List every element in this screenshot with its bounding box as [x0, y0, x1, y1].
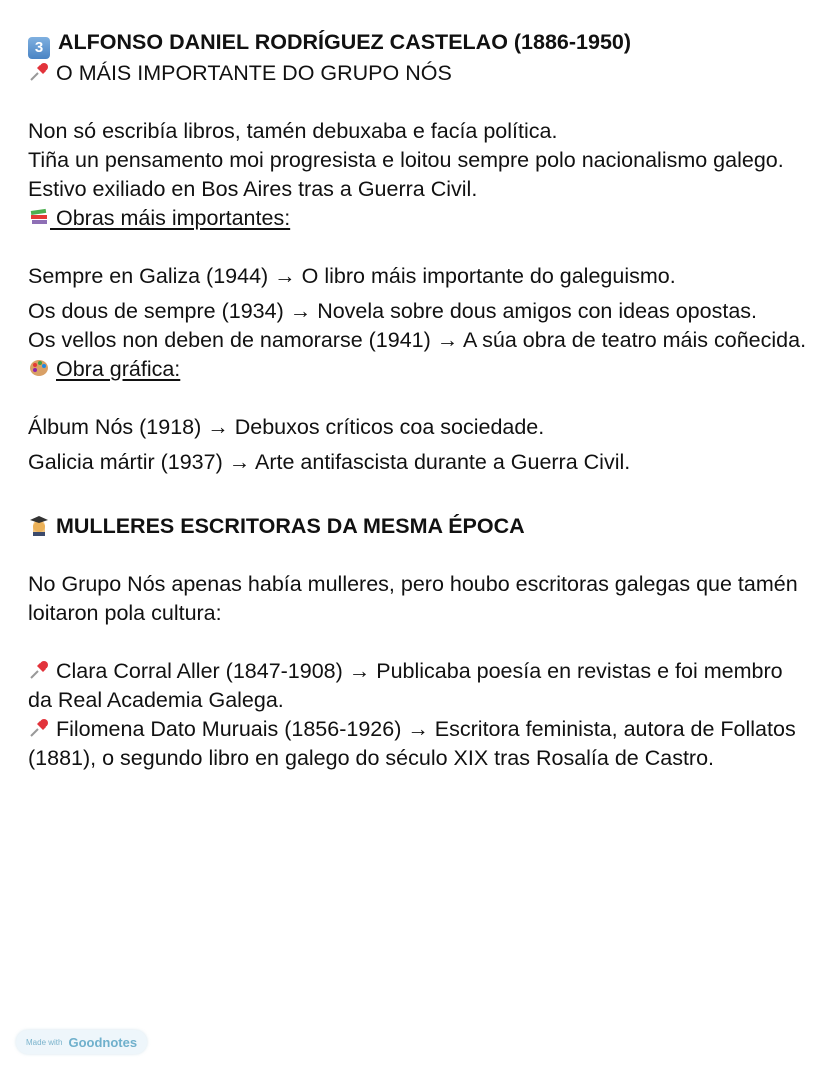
writer-item: Clara Corral Aller (1847-1908) → Publicaba poesía en revistas e foi membro da Real Academia Galega. — [28, 659, 783, 712]
intro-line: Non só escribía libros, tamén debuxaba e facía política. — [28, 119, 558, 143]
women-heading-line — [28, 512, 808, 541]
section-subtitle: O MÁIS IMPORTANTE DO GRUPO NÓS — [56, 61, 452, 85]
graphic-item: Galicia mártir (1937) → Arte antifascista durante a Guerra Civil. — [28, 450, 631, 474]
artist-palette-icon — [28, 357, 50, 379]
pushpin-icon — [28, 659, 50, 681]
work-item: Sempre en Galiza (1944) → O libro máis importante do galeguismo. — [28, 264, 676, 288]
watermark-small-text: Made with — [26, 1037, 63, 1047]
writer-item: Filomena Dato Muruais (1856-1926) → Escritora feminista, autora de Follatos (1881), o segundo libro en galego do século XIX tras Rosalía de Castro. — [28, 717, 796, 770]
works-heading-line — [28, 204, 808, 233]
work-item: Os dous de sempre (1934) → Novela sobre dous amigos con ideas opostas. — [28, 299, 758, 323]
women-intro: No Grupo Nós apenas había mulleres, pero houbo escritoras galegas que tamén loitaron pola cultura: — [28, 572, 798, 625]
goodnotes-watermark — [16, 1030, 147, 1054]
women-title: MULLERES ESCRITORAS DA MESMA ÉPOCA — [56, 514, 525, 538]
works-heading: Obras máis importantes: — [50, 206, 291, 230]
section-heading — [28, 28, 808, 59]
books-icon — [28, 206, 50, 228]
graphic-heading-line — [28, 355, 808, 384]
pushpin-icon — [28, 61, 50, 83]
graphic-item: Álbum Nós (1918) → Debuxos críticos coa sociedade. — [28, 415, 545, 439]
watermark-brand: Goodnotes — [68, 1034, 138, 1050]
keycap-3-icon: 3 — [28, 37, 50, 59]
document-page — [28, 28, 808, 773]
intro-line: Tiña un pensamento moi progresista e loitou sempre polo nacionalismo galego. — [28, 148, 784, 172]
woman-student-icon — [28, 514, 50, 536]
pushpin-icon — [28, 717, 50, 739]
work-item: Os vellos non deben de namorarse (1941) → A súa obra de teatro máis coñecida. — [28, 328, 807, 352]
intro-line: Estivo exiliado en Bos Aires tras a Guerra Civil. — [28, 177, 478, 201]
graphic-heading: Obra gráfica: — [56, 357, 181, 381]
section-subtitle-line — [28, 59, 808, 88]
section-title: ALFONSO DANIEL RODRÍGUEZ CASTELAO (1886-1950) — [58, 30, 632, 54]
